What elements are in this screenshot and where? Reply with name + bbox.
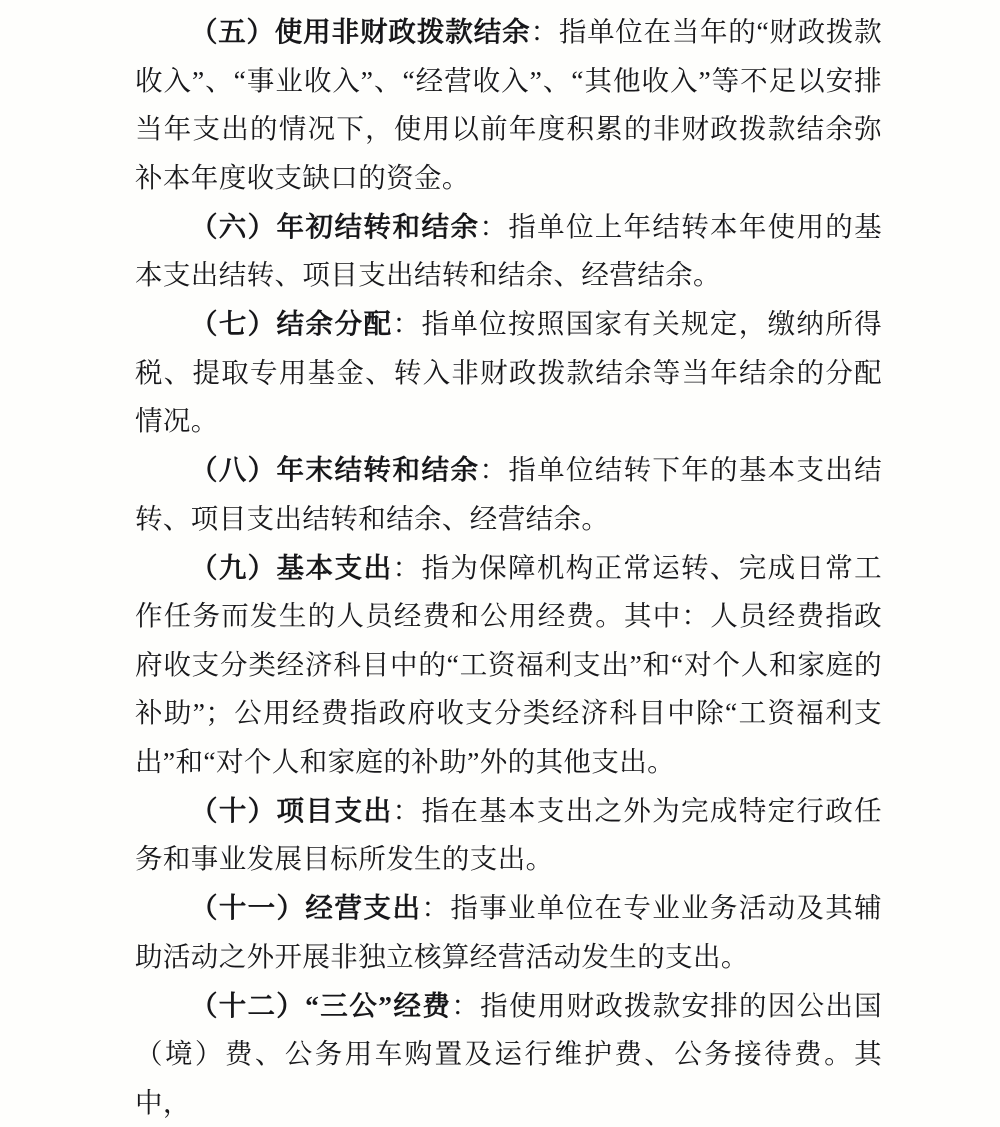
item-number: （九） [190, 552, 277, 583]
item-body: ：指为保障机构正常运转、完成日常工作任务而发生的人员经费和公用经费。其中：人员经费指政府收支分类经济科目中的“工资福利支出”和“对个人和家庭的补助”；公用经费指政府收支分类经济科目中除“工资福利支出”和“对个人和家庭的补助”外的其他支出。 [135, 552, 882, 777]
item-term: 项目支出 [277, 795, 393, 826]
paragraph-item-5 [135, 8, 882, 202]
item-body: ：指单位上年结转本年使用的基本支出结转、项目支出结转和结余、经营结余。 [135, 211, 882, 291]
item-term: 基本支出 [277, 552, 393, 583]
item-term: 年末结转和结余 [276, 454, 479, 485]
paragraph-item-10 [135, 787, 882, 884]
item-term: 年初结转和结余 [276, 211, 479, 242]
paragraph-item-11 [135, 884, 882, 981]
item-body: ：指单位结转下年的基本支出结转、项目支出结转和结余、经营结余。 [135, 454, 882, 534]
item-number: （五） [190, 16, 275, 47]
paragraph-item-6 [135, 203, 882, 300]
item-number: （十二） [190, 990, 305, 1021]
paragraph-item-7 [135, 300, 882, 446]
item-number: （七） [190, 308, 277, 339]
item-number: （十） [190, 795, 277, 826]
item-body: ：指在基本支出之外为完成特定行政任务和事业发展目标所发生的支出。 [135, 795, 882, 875]
item-number: （八） [190, 454, 276, 485]
paragraph-item-8 [135, 446, 882, 543]
item-number: （六） [190, 211, 276, 242]
item-term: 经营支出 [305, 892, 421, 923]
item-term: 结余分配 [277, 308, 393, 339]
paragraph-item-12 [135, 982, 882, 1127]
item-body: ：指单位在当年的“财政拨款收入”、“事业收入”、“经营收入”、“其他收入”等不足以安排当年支出的情况下，使用以前年度积累的非财政拨款结余弥补本年度收支缺口的资金。 [135, 16, 882, 193]
item-body: ：指使用财政拨款安排的因公出国（境）费、公务用车购置及运行维护费、公务接待费。其中， [135, 990, 882, 1118]
paragraph-item-9 [135, 544, 882, 787]
item-term: 使用非财政拨款结余 [275, 16, 531, 47]
item-term: “三公”经费 [305, 990, 451, 1021]
item-number: （十一） [190, 892, 305, 923]
item-body: ：指事业单位在专业业务活动及其辅助活动之外开展非独立核算经营活动发生的支出。 [135, 892, 882, 972]
item-body: ：指单位按照国家有关规定，缴纳所得税、提取专用基金、转入非财政拨款结余等当年结余的分配情况。 [135, 308, 882, 436]
